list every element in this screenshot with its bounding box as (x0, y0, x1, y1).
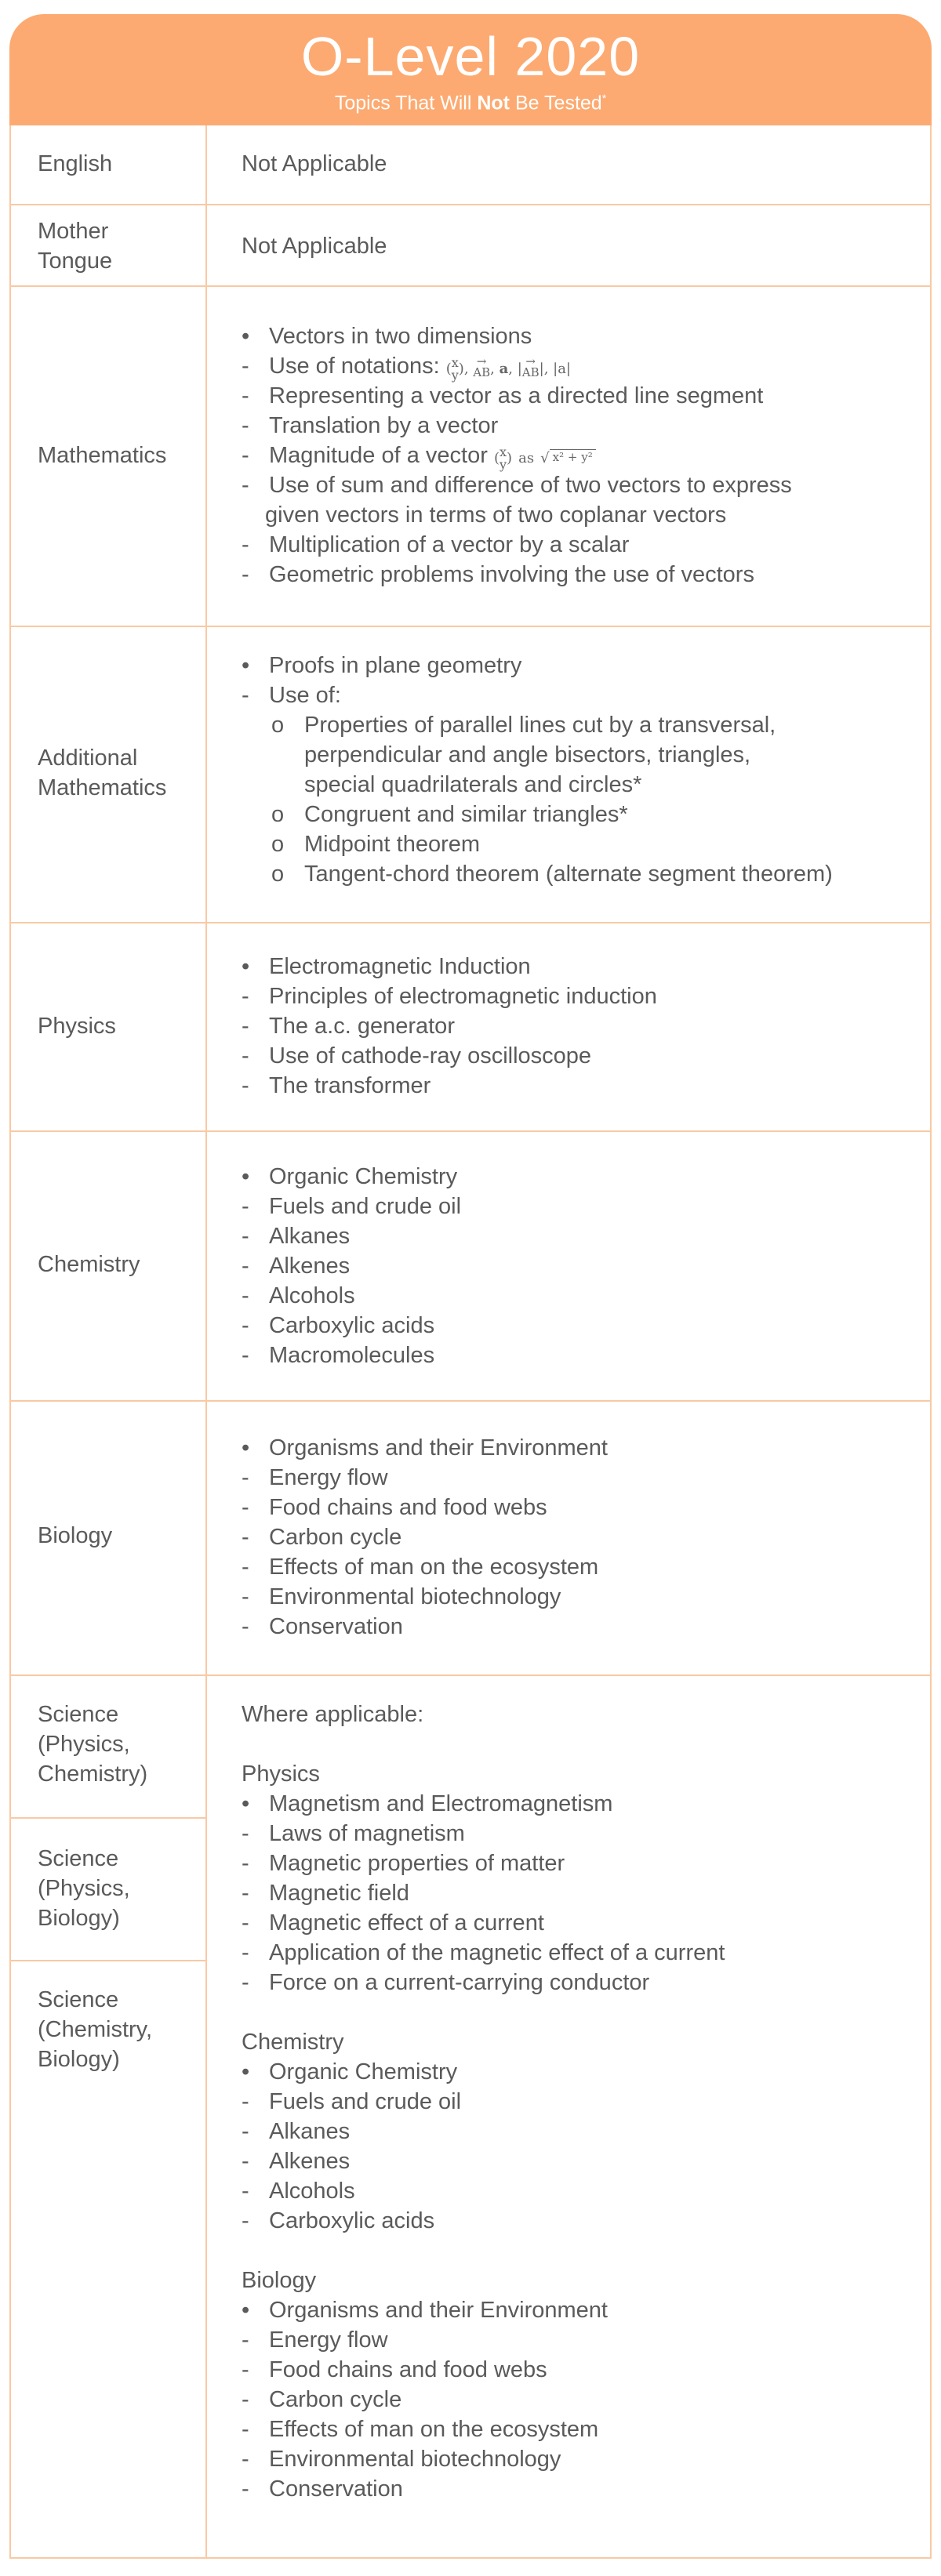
list-item-text: Energy flow (269, 2327, 388, 2353)
text-fragment: , (490, 361, 500, 377)
list-marker: o (271, 832, 285, 857)
topic-text: Not Applicable (242, 234, 387, 259)
page-title: O-Level 2020 (300, 26, 641, 87)
list-item-text: Congruent and similar triangles* (304, 802, 628, 827)
text-fragment: , (463, 361, 474, 377)
list-item-text: Alkanes (269, 2119, 351, 2144)
list-marker: • (242, 2298, 250, 2323)
list-item (242, 651, 900, 680)
list-item-text: Effects of man on the ecosystem (269, 1555, 599, 1580)
list-item (242, 2117, 900, 2146)
list-marker: • (242, 2059, 250, 2084)
list-item (242, 2206, 900, 2236)
list-marker: - (242, 354, 249, 379)
list-item (242, 710, 900, 740)
list-item-text: Magnetic effect of a current (269, 1910, 544, 1936)
subject-label: Physics (38, 1014, 116, 1039)
row-mathematics (11, 287, 930, 627)
text-fragment: Additional (38, 746, 138, 771)
list-item (242, 1162, 900, 1192)
list-item-text: Food chains and food webs (269, 2357, 547, 2382)
section-heading: Biology (242, 2268, 317, 2293)
list-marker: - (242, 1851, 249, 1876)
list-item (242, 1968, 900, 1997)
list-marker: • (242, 1164, 250, 1189)
section-heading: Chemistry (242, 2030, 344, 2055)
list-item-text: Alkanes (269, 1224, 351, 1249)
topic-list (242, 952, 900, 1101)
text-fragment (452, 357, 459, 382)
topic-list (242, 1700, 900, 2504)
subject-label-physics-chemistry (38, 1700, 194, 1789)
list-marker: - (242, 1910, 249, 1936)
list-item (242, 530, 900, 560)
list-marker: - (242, 1014, 249, 1039)
list-marker: - (242, 1940, 249, 1965)
list-item (242, 441, 900, 470)
list-item-text (269, 441, 596, 473)
subject-label (38, 743, 194, 803)
text-fragment: Use of notations: (269, 354, 440, 379)
text-fragment: (Physics, (38, 1732, 130, 1757)
row-additional-mathematics (11, 627, 930, 923)
list-item (242, 1011, 900, 1041)
list-marker: - (242, 683, 249, 708)
list-item-text: The transformer (269, 1073, 431, 1098)
list-item-continued (242, 740, 900, 770)
list-marker: - (242, 413, 249, 438)
list-item (242, 1192, 900, 1221)
text-fragment: x (451, 355, 459, 370)
subject-label-line: Mother (38, 219, 109, 244)
list-marker: - (242, 1821, 249, 1846)
list-item (242, 1819, 900, 1849)
list-item-text: Environmental biotechnology (269, 1584, 561, 1609)
list-item (242, 1789, 900, 1819)
list-item (242, 2415, 900, 2444)
row-chemistry (11, 1132, 930, 1402)
text-fragment: Science (38, 1987, 119, 2012)
text-fragment: x (499, 444, 507, 459)
list-marker: - (242, 1283, 249, 1308)
list-marker: - (242, 1343, 249, 1368)
list-item (242, 1582, 900, 1612)
list-item-continued (242, 500, 900, 530)
subject-divider (11, 1817, 205, 1819)
text-fragment: (Physics, (38, 1876, 130, 1901)
list-item-text: Magnetism and Electromagnetism (269, 1791, 613, 1816)
list-item-text: The a.c. generator (269, 1014, 455, 1039)
subject-label: Chemistry (38, 1252, 140, 1277)
page-subtitle (9, 86, 932, 114)
list-item-text: Energy flow (269, 1465, 388, 1490)
list-marker: o (271, 862, 285, 887)
list-item-text: Alcohols (269, 2179, 355, 2204)
list-marker: - (242, 2417, 249, 2442)
list-marker: - (242, 2476, 249, 2502)
list-item-text: Carboxylic acids (269, 1313, 435, 1338)
list-item (242, 2087, 900, 2117)
list-marker: - (242, 1224, 249, 1249)
text-fragment: (x y) (493, 444, 513, 472)
list-item (242, 1552, 900, 1582)
text-fragment: Mathematics (38, 775, 167, 800)
list-item-text: Organic Chemistry (269, 1164, 458, 1189)
list-marker: - (242, 2208, 249, 2233)
list-item-text: Effects of man on the ecosystem (269, 2417, 599, 2442)
text-fragment: as (518, 450, 535, 466)
list-item (242, 2444, 900, 2474)
text-fragment: Chemistry) (38, 1761, 148, 1787)
list-item-text: Alkenes (269, 2149, 351, 2174)
list-marker: • (242, 324, 250, 349)
list-item-text: Fuels and crude oil (269, 1194, 462, 1219)
list-marker: - (242, 1614, 249, 1639)
list-marker: - (242, 562, 249, 587)
text-fragment: , | (508, 361, 522, 377)
list-item (242, 981, 900, 1011)
list-item (242, 1251, 900, 1281)
text-fragment: AB (473, 365, 491, 380)
row-biology (11, 1402, 930, 1676)
list-marker: - (242, 2447, 249, 2472)
list-item-text: Proofs in plane geometry (269, 653, 522, 678)
list-item-text: Force on a current-carrying conductor (269, 1970, 650, 1995)
header-banner (9, 14, 932, 125)
list-item (242, 381, 900, 411)
list-item (242, 1221, 900, 1251)
list-item (242, 2057, 900, 2087)
list-item-text: Organisms and their Environment (269, 2298, 608, 2323)
list-marker: - (242, 984, 249, 1009)
list-item-text: Vectors in two dimensions (269, 324, 532, 349)
list-marker: - (242, 1043, 249, 1068)
list-item-text: Carbon cycle (269, 1525, 402, 1550)
topic-list (242, 1162, 900, 1370)
row-mother-tongue (11, 205, 930, 287)
list-item (242, 1311, 900, 1341)
list-item-text: Organisms and their Environment (269, 1435, 608, 1460)
list-item (242, 411, 900, 441)
list-item (242, 1341, 900, 1370)
list-item-text: Fuels and crude oil (269, 2089, 462, 2114)
text-fragment: y (499, 457, 507, 472)
list-marker: - (242, 383, 249, 408)
list-marker: - (242, 2327, 249, 2353)
list-item-text: Environmental biotechnology (269, 2447, 561, 2472)
list-item-text: Conservation (269, 1614, 403, 1639)
notation-column-vector: (x y) (445, 355, 464, 383)
list-item-text: given vectors in terms of two coplanar vectors (265, 503, 727, 528)
text-fragment: √ (540, 450, 550, 466)
list-marker: - (242, 473, 249, 498)
topics-card (9, 14, 932, 2559)
list-marker: - (242, 1194, 249, 1219)
list-item-text: Alcohols (269, 1283, 355, 1308)
list-marker: - (242, 1073, 249, 1098)
list-item-continued (242, 770, 900, 800)
list-item (242, 2355, 900, 2385)
spacer (242, 1729, 900, 1759)
text-fragment: |, (539, 361, 554, 377)
list-marker: - (242, 1881, 249, 1906)
text-fragment: Biology) (38, 2047, 120, 2072)
list-marker: - (242, 1970, 249, 1995)
list-item (242, 1281, 900, 1311)
list-marker: - (242, 1254, 249, 1279)
subject-label-chemistry-biology (38, 1985, 194, 2074)
list-item-text: Carbon cycle (269, 2387, 402, 2412)
subtitle-asterisk: * (601, 92, 607, 104)
list-item-text: Use of sum and difference of two vectors to express (269, 473, 792, 498)
list-item (242, 800, 900, 829)
list-item-text: Use of cathode-ray oscilloscope (269, 1043, 592, 1068)
list-marker: - (242, 2387, 249, 2412)
list-item-text: Organic Chemistry (269, 2059, 458, 2084)
row-science (11, 1676, 930, 2559)
list-item-text (269, 351, 571, 384)
list-item-text: Macromolecules (269, 1343, 435, 1368)
list-item (242, 1433, 900, 1463)
list-item (242, 1938, 900, 1968)
list-item-text: Magnetic properties of matter (269, 1851, 565, 1876)
list-marker: - (242, 1313, 249, 1338)
topic-list (242, 321, 900, 590)
list-marker: - (242, 1525, 249, 1550)
row-english (11, 125, 930, 205)
list-marker: - (242, 532, 249, 557)
text-fragment: AB (521, 365, 540, 380)
list-item (242, 1463, 900, 1493)
list-item (242, 2474, 900, 2504)
list-item-text: perpendicular and angle bisectors, triangles, (304, 742, 751, 767)
list-item-text: Laws of magnetism (269, 1821, 465, 1846)
text-fragment: y (451, 368, 459, 383)
list-marker: - (242, 2119, 249, 2144)
list-item-text: Use of: (269, 683, 341, 708)
list-marker: - (242, 2149, 249, 2174)
list-marker: o (271, 713, 285, 738)
list-item-text: Tangent-chord theorem (alternate segment theorem) (304, 862, 833, 887)
list-item (242, 2146, 900, 2176)
list-item-text: Geometric problems involving the use of vectors (269, 562, 754, 587)
list-item (242, 1849, 900, 1878)
list-marker: - (242, 2179, 249, 2204)
text-fragment (500, 446, 507, 471)
list-marker: - (242, 1495, 249, 1520)
topic-text: Not Applicable (242, 151, 387, 176)
list-item-text: Representing a vector as a directed line segment (269, 383, 764, 408)
topic-list (242, 1433, 900, 1642)
list-item-text: Application of the magnetic effect of a current (269, 1940, 725, 1965)
list-item (242, 560, 900, 590)
list-item-text: special quadrilaterals and circles* (304, 772, 642, 797)
list-item-text: Properties of parallel lines cut by a transversal, (304, 713, 776, 738)
list-item (242, 859, 900, 889)
spacer (242, 2236, 900, 2266)
list-item (242, 470, 900, 500)
list-item-text: Multiplication of a vector by a scalar (269, 532, 630, 557)
text-fragment: Magnitude of a vector (269, 443, 488, 468)
list-item (242, 351, 900, 381)
list-item-text: Midpoint theorem (304, 832, 481, 857)
text-fragment: Science (38, 1846, 119, 1871)
row-physics (11, 923, 930, 1132)
list-item-text: Magnetic field (269, 1881, 409, 1906)
list-item (242, 2295, 900, 2325)
text-fragment: |a| (553, 361, 572, 377)
subject-label: Biology (38, 1523, 113, 1548)
list-item (242, 1493, 900, 1522)
list-marker: - (242, 2357, 249, 2382)
subtitle-prefix: Topics That Will (334, 92, 478, 114)
list-marker: • (242, 653, 250, 678)
intro-text: Where applicable: (242, 1702, 424, 1727)
list-item-text: Food chains and food webs (269, 1495, 547, 1520)
list-marker: - (242, 1584, 249, 1609)
subject-label-physics-biology (38, 1844, 194, 1933)
text-fragment: → AB (521, 354, 540, 380)
subject-label: Mathematics (38, 443, 167, 468)
list-marker: • (242, 1435, 250, 1460)
subject-label-line: Tongue (38, 249, 113, 274)
list-marker: o (271, 802, 285, 827)
list-item (242, 1041, 900, 1071)
text-fragment: Science (38, 1702, 119, 1727)
text-fragment: (Chemistry, (38, 2017, 153, 2042)
list-marker: - (242, 2089, 249, 2114)
notation-vector-ab: → AB (473, 354, 491, 380)
subject-divider (11, 1960, 205, 1961)
topic-list (242, 651, 900, 889)
list-item (242, 2325, 900, 2355)
list-item (242, 952, 900, 981)
text-fragment: x² + y² (550, 449, 596, 464)
subtitle-suffix: Be Tested (510, 92, 602, 114)
list-item-text: Conservation (269, 2476, 403, 2502)
topics-table (9, 125, 932, 2559)
list-item-text: Principles of electromagnetic induction (269, 984, 657, 1009)
list-marker: - (242, 1555, 249, 1580)
text-fragment: Biology) (38, 1906, 120, 1931)
list-item-text: Carboxylic acids (269, 2208, 435, 2233)
list-item (242, 1071, 900, 1101)
list-item (242, 829, 900, 859)
list-item-text: Electromagnetic Induction (269, 954, 531, 979)
list-item (242, 1612, 900, 1642)
subject-label (38, 216, 194, 276)
subject-label: English (38, 151, 113, 176)
list-item (242, 1522, 900, 1552)
section-heading: Physics (242, 1761, 320, 1787)
spacer (242, 1997, 900, 2027)
list-item (242, 680, 900, 710)
list-marker: - (242, 1465, 249, 1490)
list-marker: • (242, 1791, 250, 1816)
list-item-text: Alkenes (269, 1254, 351, 1279)
list-item (242, 1908, 900, 1938)
list-item (242, 2176, 900, 2206)
list-item (242, 321, 900, 351)
list-item (242, 1878, 900, 1908)
list-marker: - (242, 443, 249, 468)
subtitle-emphasis: Not (477, 92, 510, 114)
list-marker: • (242, 954, 250, 979)
list-item-text: Translation by a vector (269, 413, 499, 438)
text-fragment: a (499, 361, 509, 377)
list-item (242, 2385, 900, 2415)
